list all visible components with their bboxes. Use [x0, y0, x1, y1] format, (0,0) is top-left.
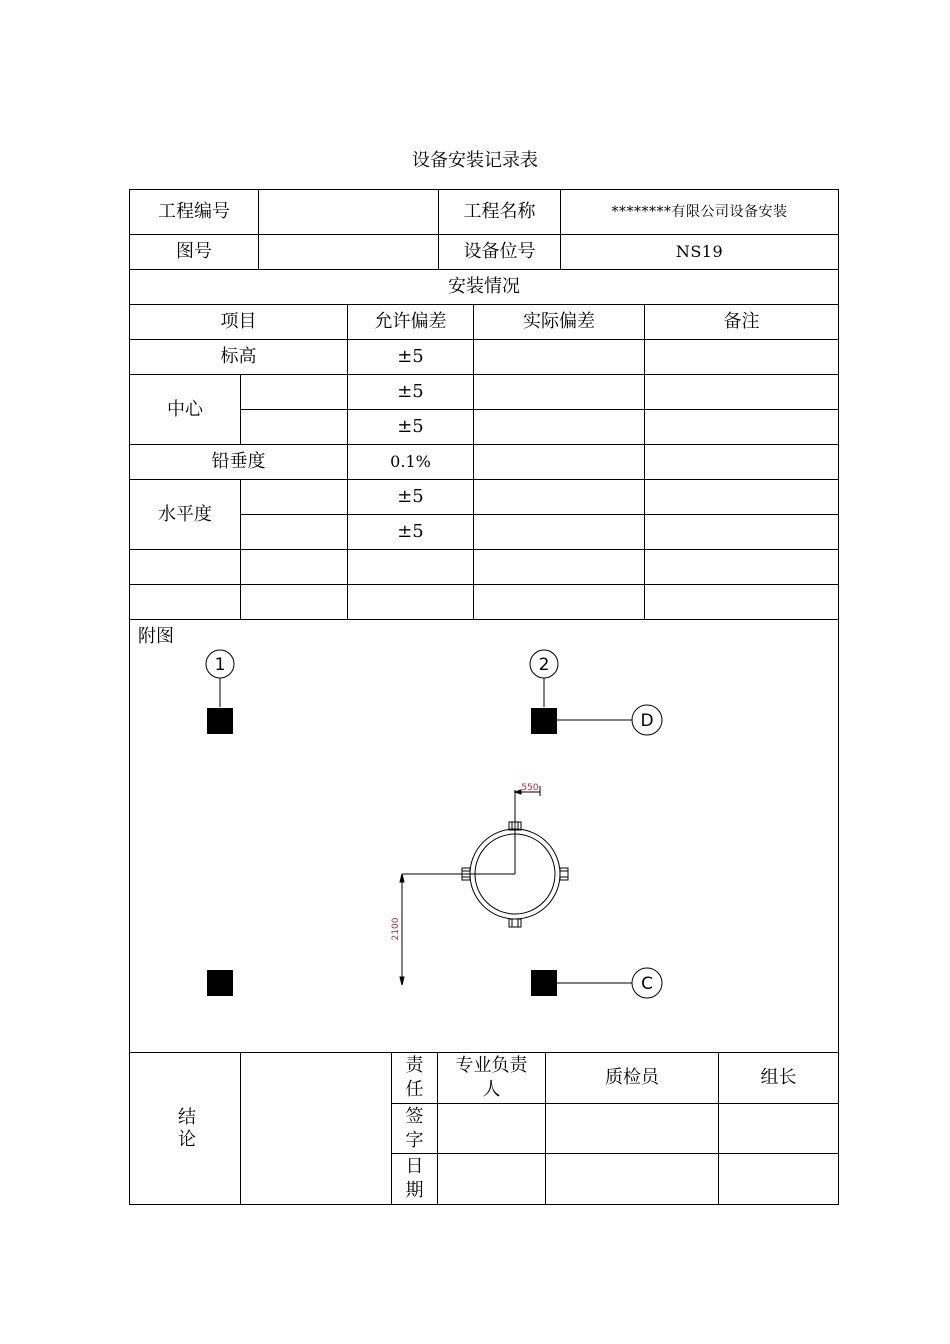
- dim-label-2100: 2100: [391, 917, 401, 941]
- axis-label-2: 2: [538, 655, 550, 675]
- qc-date-field[interactable]: [546, 1154, 718, 1204]
- date-label-1: 日: [405, 1156, 424, 1177]
- col-header-tolerance: 允许偏差: [374, 311, 447, 332]
- conclusion-value[interactable]: [241, 1053, 391, 1204]
- sign-label: [392, 1104, 437, 1153]
- leader-sign-field[interactable]: [719, 1104, 838, 1153]
- row-level-label: 水平度: [158, 503, 212, 525]
- qc-sign-field[interactable]: [546, 1104, 718, 1153]
- date-label: [392, 1154, 437, 1204]
- axis-label-c: C: [641, 974, 653, 994]
- date-label-2: 期: [405, 1180, 424, 1201]
- conclusion-label-text: 结论: [175, 1106, 196, 1151]
- figure-label: 附图: [138, 626, 174, 647]
- row-elevation-tol: ±5: [397, 346, 424, 367]
- head-sign-field[interactable]: [438, 1104, 545, 1153]
- qc-label: 质检员: [605, 1067, 659, 1088]
- leader-date-field[interactable]: [719, 1154, 838, 1204]
- sign-label-1: 签: [405, 1105, 424, 1127]
- conclusion-label: [130, 1053, 240, 1204]
- column-marker-2: [531, 708, 557, 734]
- section-title: 安装情况: [448, 276, 520, 297]
- drawing-no-label: 图号: [176, 241, 212, 262]
- row-verticality-label: 铅垂度: [211, 451, 266, 472]
- column-marker-3: [207, 970, 233, 996]
- col-header-actual: 实际偏差: [523, 311, 595, 332]
- row-center-tol-1: ±5: [397, 381, 424, 402]
- row-center-tol-2: ±5: [397, 416, 424, 437]
- resp-label: [392, 1053, 437, 1103]
- row-level-tol-2: ±5: [397, 521, 424, 542]
- sign-label-2: 字: [405, 1129, 424, 1151]
- column-marker-4: [531, 970, 557, 996]
- equip-pos-value[interactable]: NS19: [675, 242, 724, 261]
- resp-label-2: 任: [405, 1079, 424, 1100]
- leader-label: 组长: [760, 1067, 797, 1088]
- row-verticality-tol: 0.1%: [390, 452, 431, 471]
- resp-label-1: 责: [405, 1055, 424, 1076]
- row-elevation-label: 标高: [220, 346, 257, 367]
- head-date-field[interactable]: [438, 1154, 545, 1204]
- project-name-value[interactable]: ********有限公司设备安装: [611, 204, 788, 220]
- axis-label-1: 1: [214, 655, 226, 675]
- col-header-remark: 备注: [723, 311, 760, 332]
- equip-pos-label: 设备位号: [463, 241, 536, 262]
- row-center-label: 中心: [167, 398, 203, 420]
- col-header-item: 项目: [220, 311, 257, 332]
- project-name-label: 工程名称: [463, 201, 536, 222]
- project-no-label: 工程编号: [158, 201, 230, 222]
- column-marker-1: [207, 708, 233, 734]
- dim-label-550: 550: [521, 783, 539, 793]
- axis-label-d: D: [640, 711, 654, 731]
- page-title: 设备安装记录表: [412, 150, 538, 171]
- row-level-tol-1: ±5: [397, 486, 424, 507]
- head-label: 专业负责人: [455, 1055, 528, 1100]
